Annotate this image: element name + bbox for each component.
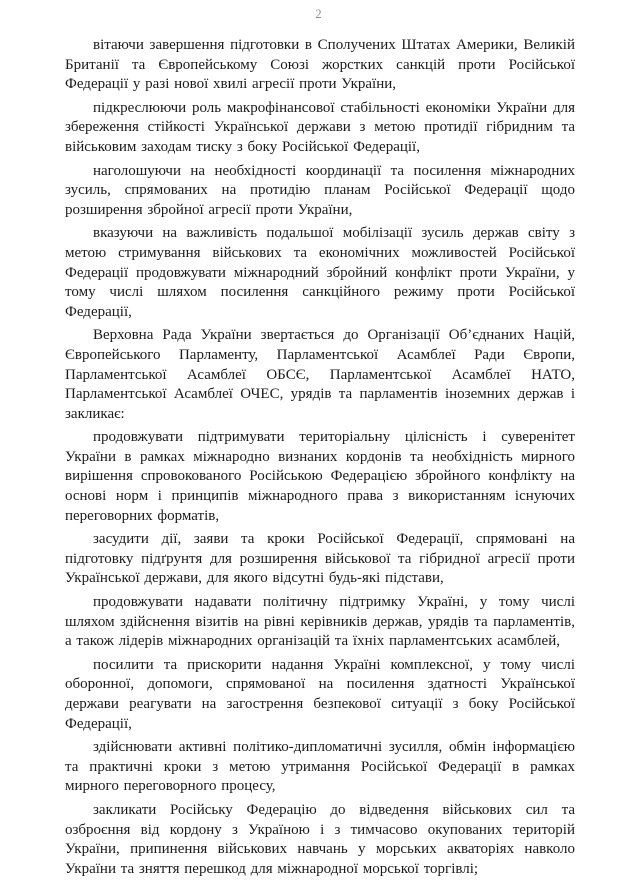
paragraph-preamble-mobilization: вказуючи на важливість подальшої мобілізації зусиль держав світу з метою стримування військових та економічних можливостей Російської Федерації продовжувати міжнародний збройний конфлікт проти України, у тому числі шляхом посилення санкційного режиму проти Російської Федерації, — [65, 225, 575, 320]
paragraph-preamble-coordination: наголошуючи на необхідності координації та посилення міжнародних зусиль, спрямованих на протидію планам Російської Федерації щодо розширення збройної агресії проти України, — [65, 162, 575, 218]
paragraph-call-condemn-actions: засудити дії, заяви та кроки Російської Федерації, спрямовані на підготовку підґрунтя для розширення військової та гібридної агресії проти Української держави, для якого відсутні будь-які підстави, — [65, 531, 575, 587]
paragraph-call-territorial-integrity: продовжувати підтримувати територіальну цілісність і суверенітет України в рамках міжнародно визнаних кордонів та необхідність мирного вирішення спровокованого Російською Федерацією збройного конфлікту на основі норм і принципів міжнародного права з використанням існуючих переговорних форматів, — [65, 429, 575, 524]
page-number: 2 — [315, 7, 322, 21]
paragraph-preamble-macrofinancial: підкреслюючи роль макрофінансової стабільності економіки України для збереження стійкості Української держави з метою протидії гібридним та військовим заходам тиску з боку Російської Федерації, — [65, 99, 575, 155]
paragraph-address-international-bodies: Верховна Рада України звертається до Організації Об’єднаних Націй, Європейського Парламенту, Парламентської Асамблеї Ради Європи, Парламентської Асамблеї ОБСЄ, Парламентської Асамблеї НАТО, Парламентської Асамблеї ОЧЕС, урядів та парламентів іноземних держав і закликає: — [65, 327, 575, 422]
paragraph-call-diplomatic-efforts: здійснювати активні політико-дипломатичні зусилля, обмін інформацією та практичні кроки з метою утримання Російської Федерації в рамках мирного переговорного процесу, — [65, 739, 575, 795]
paragraph-call-troop-withdrawal: закликати Російську Федерацію до відведення військових сил та озброєння від кордону з Україною і з тимчасово окупованих територій України, припинення військових навчань у морських акваторіях навколо України та зняття перешкод для міжнародної морської торгівлі; — [65, 801, 575, 877]
paragraph-call-defense-assistance: посилити та прискорити надання Україні комплексної, у тому числі оборонної, допомоги, спрямованої на посилення здатності Української держави реагувати на загострення безпекової ситуації з боку Російської Федерації, — [65, 656, 575, 732]
paragraph-call-political-support: продовжувати надавати політичну підтримку Україні, у тому числі шляхом здійснення візитів на рівні керівників держав, урядів та парламентів, а також лідерів міжнародних організацій та їхніх парламентських асамблей, — [65, 594, 575, 650]
paragraph-preamble-sanctions: вітаючи завершення підготовки в Сполучених Штатах Америки, Великій Британії та Європейському Союзі жорстких санкцій проти Російської Федерації у разі нової хвилі агресії проти України, — [65, 37, 575, 93]
document-body — [65, 36, 575, 882]
